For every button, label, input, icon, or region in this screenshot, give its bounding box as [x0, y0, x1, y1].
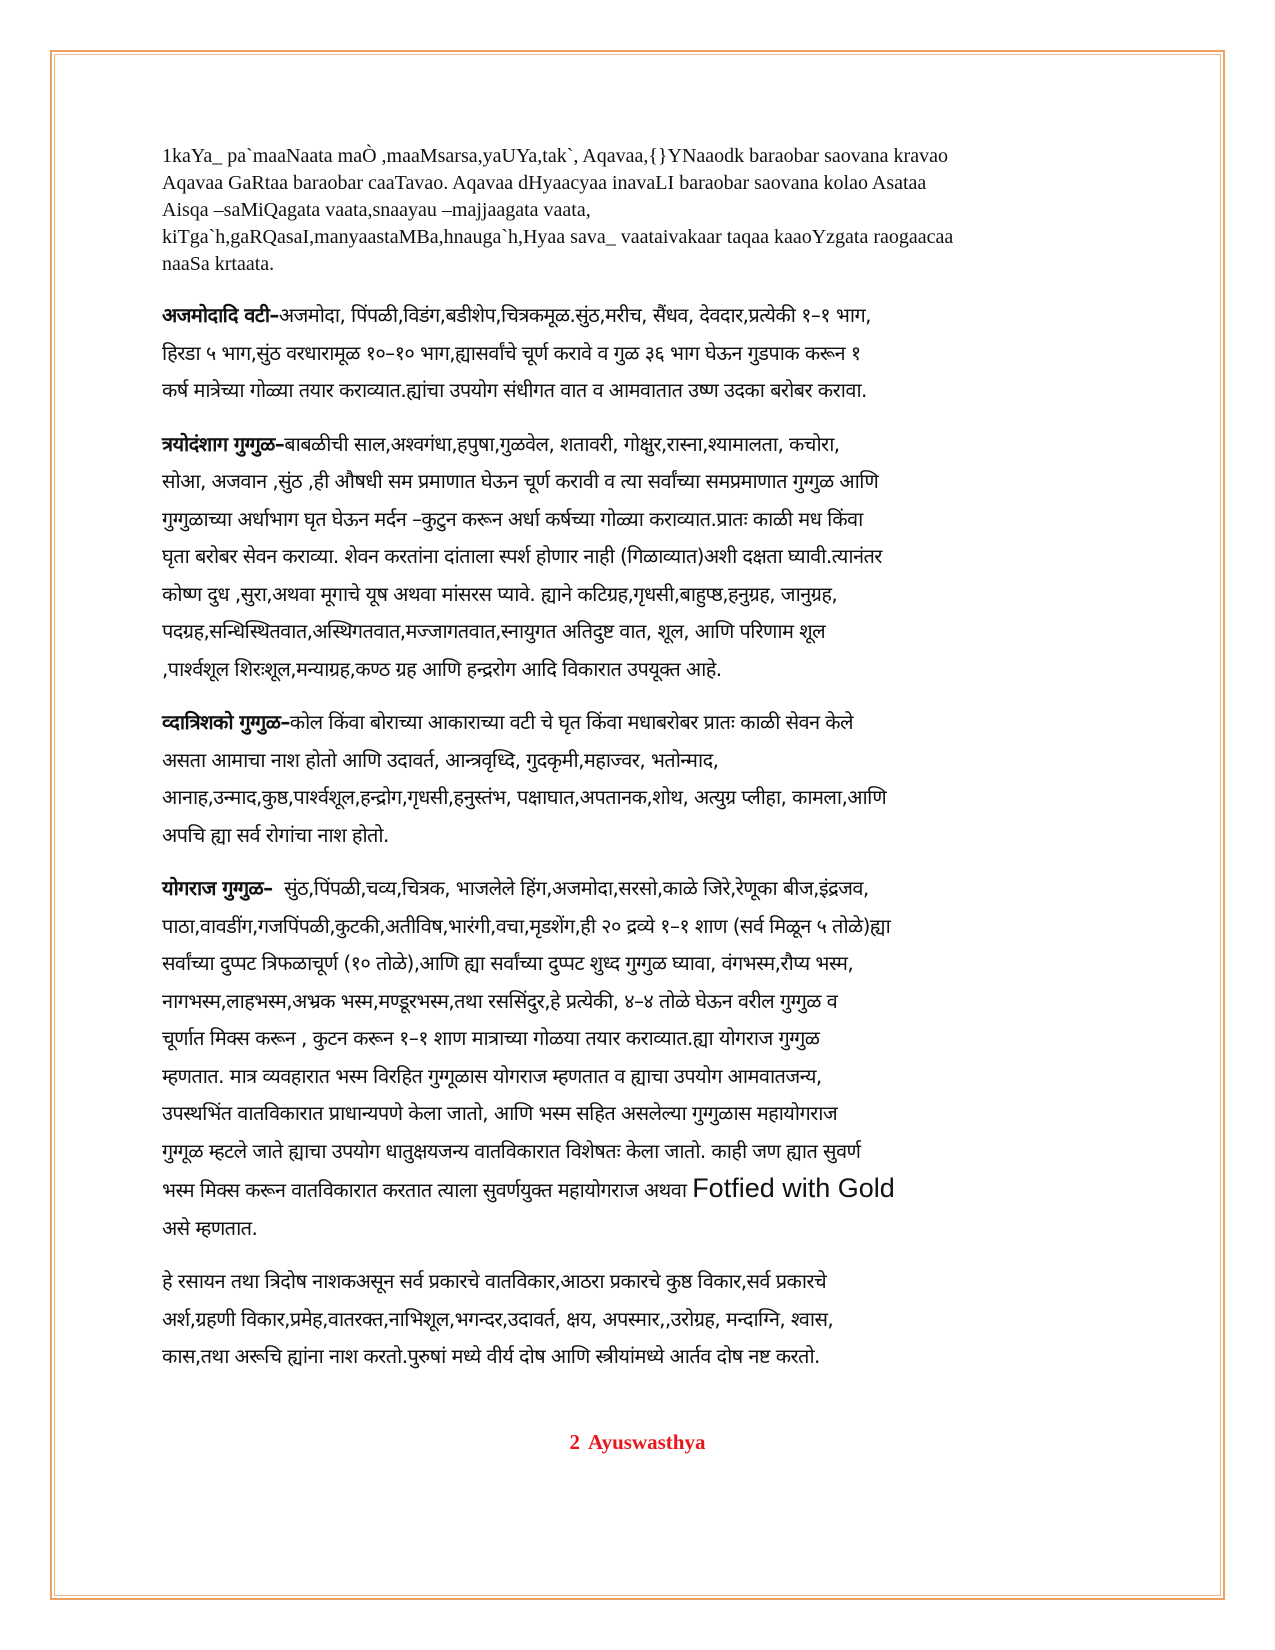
text-line: नागभस्म,लाहभस्म,अभ्रक भस्म,मण्डूरभस्म,तथा रससिंदुर,हे प्रत्येकी, ४–४ तोळे घेऊन वरील गुग्गुळ व — [162, 988, 838, 1013]
text-line: गुग्गुळाच्या अर्धाभाग घृत घेऊन मर्दन –कुटुन करून अर्धा कर्षच्या गोळ्या कराव्यात.प्रातः काळी मध किंवा — [162, 506, 863, 531]
section-yogaraj-guggul — [162, 870, 1082, 1247]
section-trayodashang-guggul — [162, 426, 1082, 689]
section-heading: योगराज गुग्गुळ — [162, 876, 264, 900]
section-heading: व्दात्रिशको गुग्गुळ — [162, 710, 281, 734]
section-rasayan-benefits — [162, 1263, 1082, 1376]
text-line: Aqavaa GaRtaa baraobar caaTavao. Aqavaa dHyaacyaa inavaLI baraobar saovana kolao Asataa — [162, 172, 927, 194]
section-heading: त्रयोदंशाग गुग्गुळ — [162, 431, 275, 456]
section-ajmodadi-vati — [162, 297, 1082, 410]
text-line: अजमोदा, पिंपळी,विडंग,बडीशेप,चित्रकमूळ.सुंठ,मरीच, सैंधव, देवदार,प्रत्येकी १–१ भाग, — [278, 303, 871, 327]
text-line: कर्ष मात्रेच्या गोळ्या तयार कराव्यात.ह्यांचा उपयोग संधीगत वात व आमवातात उष्ण उदका बरोबर करावा. — [162, 378, 867, 402]
text-line: सोआ, अजवान ,सुंठ ,ही औषधी सम प्रमाणात घेऊन चूर्ण करावी व त्या सर्वांच्या समप्रमाणात गुग्गुळ आणि — [162, 469, 879, 493]
heading-dash: – — [280, 710, 290, 734]
text-line: पाठा,वावडींग,गजपिंपळी,कुटकी,अतीविष,भारंगी,वचा,मृडशेंग,ही २० द्रव्ये १–१ शाण (सर्व मिळून ५ तोळे)ह्या — [162, 913, 891, 938]
text-line: चूर्णात मिक्स करून , कुटन करून १–१ शाण मात्राच्या गोळया तयार कराव्यात.ह्या योगराज गुग्गुळ — [162, 1026, 820, 1050]
heading-dash: – — [274, 431, 285, 456]
text-line: गुग्गूळ म्हटले जाते ह्याचा उपयोग धातुक्षयजन्य वातविकारात विशेषतः केला जातो. काही जण ह्यात सुवर्ण — [162, 1138, 861, 1163]
section-dvatrishako-guggul — [162, 704, 1082, 854]
text-line: सुंठ,पिंपळी,चव्य,चित्रक, भाजलेले हिंग,अजमोदा,सरसो,काळे जिरे,रेणूका बीज,इंद्रजव, — [272, 876, 869, 900]
garbled-intro-paragraph — [162, 143, 1082, 278]
text-line: ,पार्श्वशूल शिरःशूल,मन्याग्रह,कण्ठ ग्रह आणि हन्द्ररोग आदि विकारात उपयूक्त आहे. — [162, 656, 722, 681]
text-line: अपचि ह्या सर्व रोगांचा नाश होतो. — [162, 822, 389, 847]
text-line: म्हणतात. मात्र व्यवहारात भस्म विरहित गुग्गूळास योगराज म्हणतात व ह्याचा उपयोग आमवातजन्य, — [162, 1063, 822, 1088]
english-phrase: Fotfied with Gold — [692, 1173, 895, 1203]
text-line: हिरडा ५ भाग,सुंठ वरधारामूळ १०–१० भाग,ह्यासर्वांचे चूर्ण करावे व गुळ ३६ भाग घेऊन गुडपाक करून १ — [162, 340, 861, 365]
text-line: हे रसायन तथा त्रिदोष नाशकअसून सर्व प्रकारचे वातविकार,आठरा प्रकारचे कुष्ठ विकार,सर्व प्रकारचे — [162, 1269, 827, 1293]
heading-dash: – — [263, 876, 273, 900]
page-number: 2 — [569, 1430, 581, 1454]
heading-dash: – — [269, 303, 279, 327]
page-content — [162, 143, 1082, 1392]
text-line: Aisqa –saMiQagata vaata,snaayau –majjaagata vaata, — [162, 199, 591, 221]
text-line: 1kaYa_ pa`maaNaata maÒ ,maaMsarsa,yaUYa,tak`, Aqavaa,{}YNaaodk baraobar saovana kravao — [162, 145, 948, 167]
text-line: कास,तथा अरूचि ह्यांना नाश करतो.पुरुषां मध्ये वीर्य दोष आणि स्त्रीयांमध्ये आर्तव दोष नष्ट करतो. — [162, 1344, 820, 1368]
text-line: बाबळीची साल,अश्वगंधा,हपुषा,गुळवेल, शतावरी, गोक्षुर,रास्ना,श्यामालता, कचोरा, — [284, 431, 840, 456]
text-line: उपस्थभिंत वातविकारात प्राधान्यपणे केला जातो, आणि भस्म सहित असलेल्या गुग्गुळास महायोगराज — [162, 1101, 838, 1125]
text-line: सर्वांच्या दुप्पट त्रिफळाचूर्ण (१० तोळे),आणि ह्या सर्वांच्या दुप्पट शुध्द गुग्गुळ घ्यावा, वंगभस्म,रौप्य भस्म, — [162, 951, 854, 975]
text-line: naaSa krtaata. — [162, 253, 275, 275]
footer-title: Ayuswasthya — [588, 1430, 706, 1454]
text-line: असे म्हणतात. — [162, 1215, 258, 1240]
text-line: कोल किंवा बोराच्या आकाराच्या वटी चे घृत किंवा मधाबरोबर प्रातः काळी सेवन केले — [289, 710, 853, 734]
text-line: कोष्ण दुध ,सुरा,अथवा मूगाचे यूष अथवा मांसरस प्यावे. ह्याने कटिग्रह,गृधसी,बाहुप्ष्ठ,हनुग्रह, जानुग्रह, — [162, 581, 838, 606]
text-line: आनाह,उन्माद,कुष्ठ,पार्श्वशूल,हन्द्रोग,गृधसी,हनुस्तंभ, पक्षाघात,अपतानक,शोथ, अत्युग्र प्लीहा, कामला,आणि — [162, 785, 887, 809]
section-heading: अजमोदादि वटी — [162, 303, 270, 327]
page-footer — [0, 1430, 1275, 1455]
text-line: असता आमाचा नाश होतो आणि उदावर्त, आन्त्रवृध्दि, गुदकृमी,महाज्वर, भतोन्माद, — [162, 747, 719, 772]
text-line: पदग्रह,सन्धिस्थितवात,अस्थिगतवात,मज्जागतवात,स्नायुगत अतिदुष्ट वात, शूल, आणि परिणाम शूल — [162, 619, 826, 643]
text-line: अर्श,ग्रहणी विकार,प्रमेह,वातरक्त,नाभिशूल,भगन्दर,उदावर्त, क्षय, अपस्मार,,उरोग्रह, मन्दाग्नि, श्वास, — [162, 1306, 834, 1331]
text-line: घृता बरोबर सेवन कराव्या. शेवन करतांना दांताला स्पर्श होणार नाही (गिळाव्यात)अशी दक्षता घ्यावी.त्यानंतर — [162, 544, 882, 568]
text-line: भस्म मिक्स करून वातविकारात करतात त्याला सुवर्णयुक्त महायोगराज अथवा — [162, 1178, 693, 1202]
text-line: kiTga`h,gaRQasaI,manyaastaMBa,hnauga`h,Hyaa sava_ vaataivakaar taqaa kaaoYzgata raogaacaa — [162, 226, 954, 248]
